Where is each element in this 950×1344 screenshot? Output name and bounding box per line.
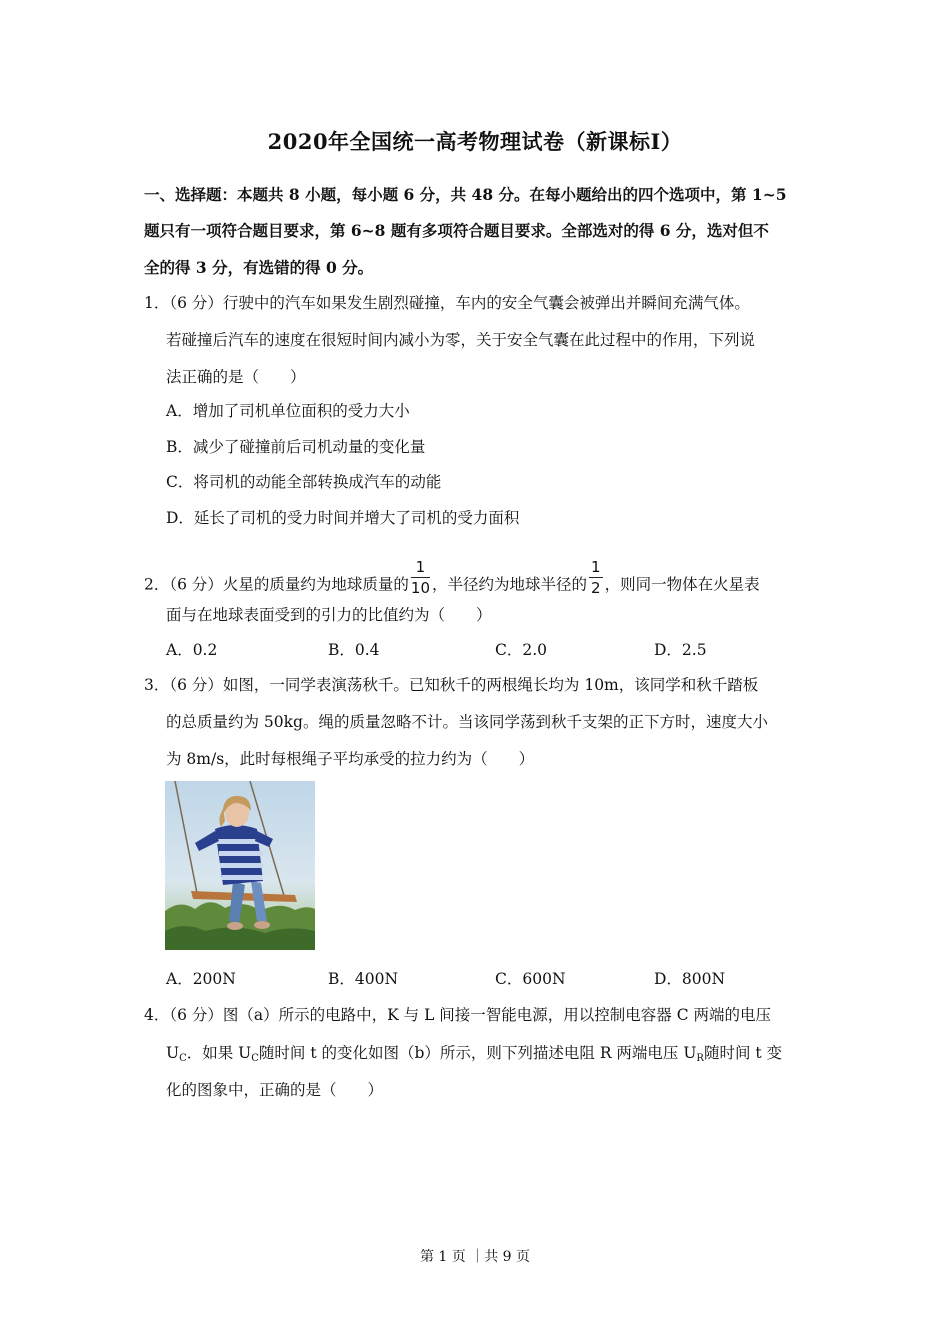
- q4-subscript: R: [696, 1053, 704, 1064]
- fraction-numerator: 1: [411, 557, 430, 578]
- q4-stem-line-3: 化的图象中，正确的是（ ）: [166, 1081, 384, 1099]
- q4-text-segment: 随时间 t 的变化如图（b）所示，则下列描述电阻 R 两端电压 U: [258, 1044, 697, 1062]
- q2-text-part-3: ，则同一物体在火星表: [604, 575, 760, 594]
- q3-option-b: B．400N: [328, 970, 399, 988]
- q3-stem-line-3: 为 8m/s，此时每根绳子平均承受的拉力约为（ ）: [166, 750, 535, 768]
- q1-stem-line-2: 若碰撞后汽车的速度在很短时间内减小为零，关于安全气囊在此过程中的作用，下列说: [166, 331, 756, 349]
- q3-stem-line-1: 3．（6 分）如图，一同学表演荡秋千。已知秋千的两根绳长均为 10m，该同学和秋千踏板: [144, 676, 759, 694]
- q1-option-c: C．将司机的动能全部转换成汽车的动能: [166, 473, 442, 491]
- q3-option-c: C．600N: [495, 970, 566, 988]
- q1-stem-line-1: 1．（6 分）行驶中的汽车如果发生剧烈碰撞，车内的安全气囊会被弹出并瞬间充满气体。: [144, 294, 750, 312]
- q3-stem-line-2: 的总质量约为 50kg。绳的质量忽略不计。当该同学荡到秋千支架的正下方时，速度大小: [166, 713, 768, 731]
- q2-option-b: B．0.4: [328, 641, 380, 659]
- section-heading-line-2: 题只有一项符合题目要求，第 6~8 题有多项符合题目要求。全部选对的得 6 分，选对但不: [144, 221, 769, 240]
- q2-text-part-2: ，半径约为地球半径的: [432, 575, 588, 594]
- q1-option-d: D．延长了司机的受力时间并增大了司机的受力面积: [166, 509, 520, 527]
- fraction-denominator: 2: [591, 579, 601, 597]
- q1-option-a: A．增加了司机单位面积的受力大小: [166, 402, 410, 420]
- fraction-denominator: 10: [410, 579, 430, 597]
- page-footer: 第 1 页 ｜共 9 页: [419, 1249, 531, 1265]
- q2-text-part-1: 2．（6 分）火星的质量约为地球质量的: [144, 575, 409, 594]
- q4-text-segment: ．如果 U: [186, 1044, 252, 1062]
- q2-option-d: D．2.5: [654, 641, 707, 659]
- q3-option-d: D．800N: [654, 970, 726, 988]
- fraction-one-half: [589, 557, 603, 598]
- q2-option-a: A．0.2: [166, 641, 218, 659]
- q2-stem-line-2: 面与在地球表面受到的引力的比值约为（ ）: [166, 606, 492, 624]
- q4-text-segment: 随时间 t 变: [703, 1044, 783, 1062]
- fraction-numerator: 1: [591, 558, 601, 576]
- q4-text-segment: U: [166, 1044, 180, 1062]
- q4-subscript: C: [251, 1053, 259, 1064]
- fraction-one-tenth: [411, 557, 430, 598]
- q2-option-c: C．2.0: [495, 641, 548, 659]
- q4-subscript: C: [179, 1053, 187, 1064]
- q1-option-b: B．减少了碰撞前后司机动量的变化量: [166, 438, 426, 456]
- swing-photo: [165, 781, 315, 950]
- section-heading-line-1: 一、选择题：本题共 8 小题，每小题 6 分，共 48 分。在每小题给出的四个选项中，第 1~5: [144, 185, 787, 204]
- q3-option-a: A．200N: [166, 970, 236, 988]
- q1-stem-line-3: 法正确的是（ ）: [166, 368, 306, 386]
- q2-stem-line-1: [144, 558, 760, 606]
- q4-stem-line-1: 4．（6 分）图（a）所示的电路中，K 与 L 间接一智能电源，用以控制电容器 C 两端的电压: [144, 1006, 772, 1024]
- page-title: 2020年全国统一高考物理试卷（新课标Ⅰ）: [267, 129, 683, 154]
- q4-stem-line-2: [166, 1043, 782, 1069]
- section-heading-line-3: 全的得 3 分，有选错的得 0 分。: [144, 258, 374, 277]
